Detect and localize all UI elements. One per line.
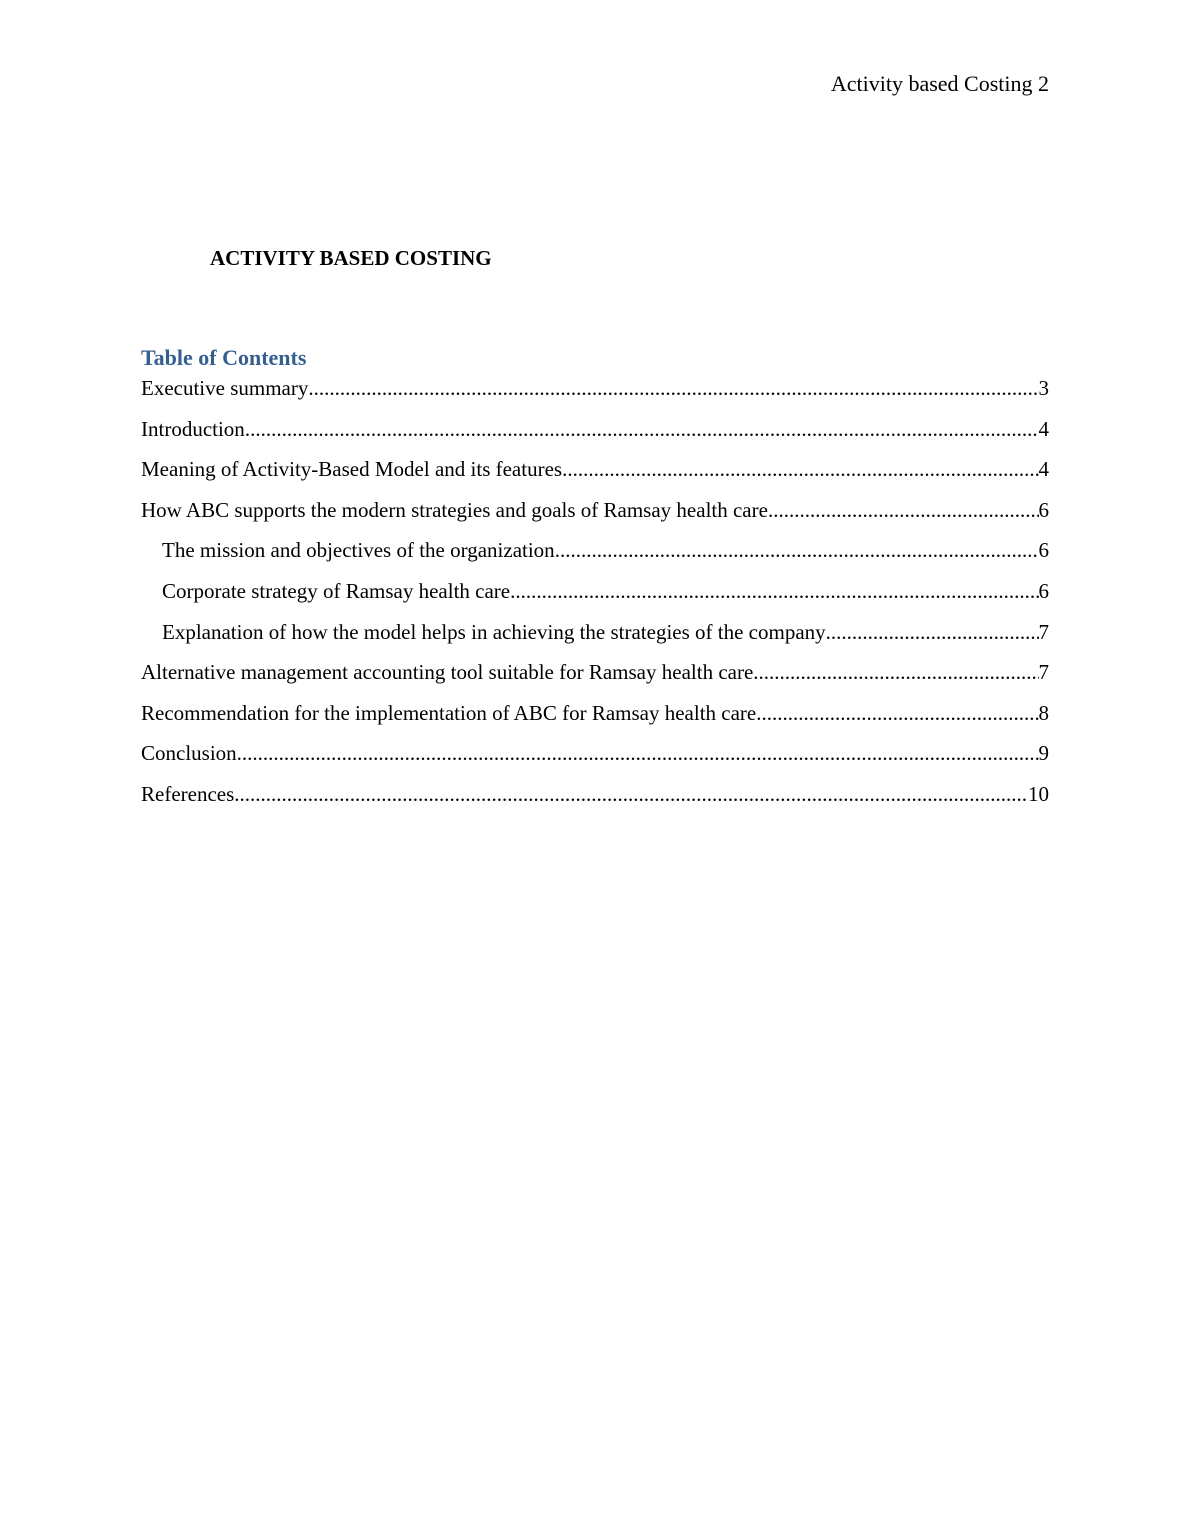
toc-page-number: 9 [1038,741,1049,766]
toc-entry-text: Executive summary [141,376,309,400]
toc-entry[interactable] [141,496,1049,524]
toc-list [141,374,1049,808]
toc-dot-leader [237,739,1039,767]
toc-page-number: 7 [1038,660,1049,685]
toc-entry[interactable] [141,658,1049,686]
toc-entry-text: Recommendation for the implementation of ABC for Ramsay health care [141,700,757,725]
toc-dot-leader [555,536,1039,564]
toc-entry-text: Corporate strategy of Ramsay health care [162,578,511,603]
toc-dot-leader [234,780,1028,808]
toc-page-number: 7 [1038,619,1049,644]
toc-entry-text: The mission and objectives of the organization [162,538,555,563]
toc-page-number: 4 [1038,457,1049,482]
toc-dot-leader [308,374,1038,402]
toc-entry[interactable] [141,577,1049,605]
toc-entry[interactable] [141,536,1049,564]
toc-entry-text: Meaning of Activity-Based Model and its features [141,457,563,482]
toc-page-number: 10 [1028,781,1049,806]
document-title: ACTIVITY BASED COSTING [210,246,492,270]
toc-entry-text: Explanation of how the model helps in achieving the strategies of the company [162,619,826,644]
toc-dot-leader [245,415,1039,443]
running-head: Activity based Costing 2 [830,71,1049,96]
toc-page-number: 6 [1038,497,1049,522]
toc-entry-text: Alternative management accounting tool suitable for Ramsay health care [141,660,754,685]
toc-entry[interactable] [141,455,1049,483]
table-of-contents [141,344,1049,821]
toc-dot-leader [562,455,1038,483]
toc-heading: Table of Contents [141,345,307,370]
toc-page-number: 3 [1038,376,1049,400]
toc-page-number: 4 [1038,416,1049,441]
toc-entry[interactable] [141,739,1049,767]
toc-entry[interactable] [141,780,1049,808]
toc-entry-text: References [141,781,235,806]
toc-entry-text: Introduction [141,416,245,441]
toc-page-number: 8 [1038,700,1049,725]
toc-page-number: 6 [1038,538,1049,563]
toc-dot-leader [510,577,1038,605]
toc-entry-text: Conclusion [141,741,237,766]
toc-entry[interactable] [141,618,1049,646]
toc-dot-leader [756,699,1038,727]
toc-entry[interactable] [141,415,1049,443]
toc-dot-leader [768,496,1039,524]
toc-entry-text: How ABC supports the modern strategies and goals of Ramsay health care [141,497,768,522]
toc-dot-leader [826,618,1039,646]
toc-entry[interactable] [141,374,1049,402]
toc-entry[interactable] [141,699,1049,727]
toc-dot-leader [753,658,1038,686]
toc-page-number: 6 [1038,578,1049,603]
